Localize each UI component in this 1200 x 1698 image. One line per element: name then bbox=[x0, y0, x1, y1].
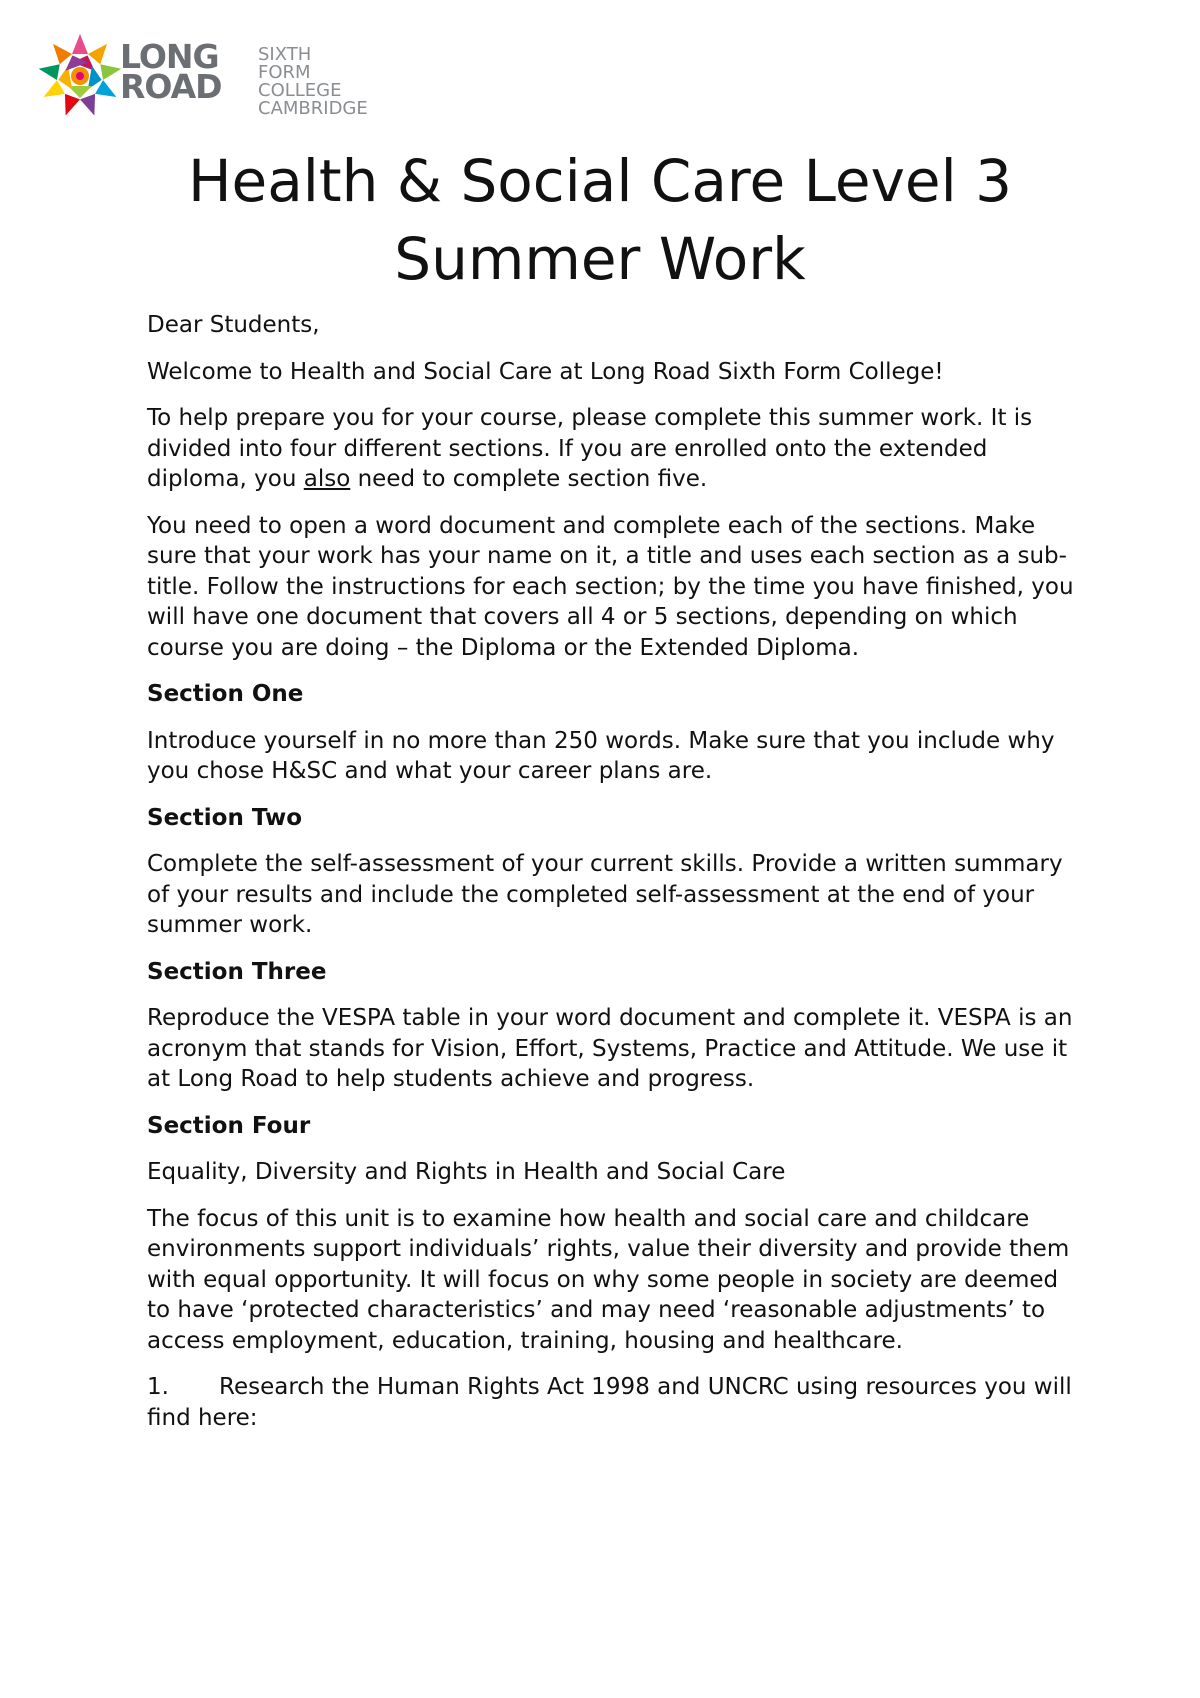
section-two-body: Complete the self-assessment of your current skills. Provide a written summary of your results and include the completed self-assessment at the end of your summer work. bbox=[147, 851, 1063, 938]
intro-paragraph: To help prepare you for your course, please complete this summer work. It is divided into four different sections. If you are enrolled onto the extended diploma, you also need to complete section five. bbox=[147, 405, 1033, 492]
welcome-text: Welcome to Health and Social Care at Long Road Sixth Form College! bbox=[147, 358, 944, 385]
section-three-heading: Section Three bbox=[147, 958, 327, 985]
college-logo bbox=[34, 30, 368, 122]
star-emblem-icon bbox=[34, 30, 126, 122]
document-body bbox=[147, 310, 1077, 1449]
logo-wordmark bbox=[120, 37, 222, 106]
instructions-paragraph: You need to open a word document and complete each of the sections. Make sure that your work has your name on it, a title and uses each section as a sub-title. Follow the instructions for each section; by the time you have finished, you will have one document that covers all 4 or 5 sections, depending on which course you are doing – the Diploma or the Extended Diploma. bbox=[147, 512, 1074, 661]
title-line-1: Health & Social Care Level 3 bbox=[187, 147, 1013, 215]
section-three-body: Reproduce the VESPA table in your word document and complete it. VESPA is an acronym that stands for Vision, Effort, Systems, Practice and Attitude. We use it at Long Road to help students achieve and progress. bbox=[147, 1005, 1073, 1092]
section-four-subtitle: Equality, Diversity and Rights in Health and Social Care bbox=[147, 1159, 786, 1185]
logo-sixth-form: SIXTH FORM bbox=[258, 44, 312, 83]
emphasis-also: also bbox=[303, 466, 351, 492]
document-title bbox=[100, 142, 1100, 298]
section-one-body: Introduce yourself in no more than 250 words. Make sure that you include why you chose H&SC and what your career plans are. bbox=[147, 727, 1055, 784]
greeting: Dear Students, bbox=[147, 312, 320, 338]
logo-cambridge: CAMBRIDGE bbox=[258, 98, 368, 119]
section-one-heading: Section One bbox=[147, 681, 304, 707]
logo-college: COLLEGE bbox=[258, 80, 342, 101]
logo-road: ROAD bbox=[120, 67, 222, 106]
logo-long: LONG bbox=[120, 37, 219, 76]
title-line-2: Summer Work bbox=[394, 225, 806, 293]
section-two-heading: Section Two bbox=[147, 804, 303, 831]
task-1-number: 1. bbox=[147, 1374, 169, 1400]
focus-paragraph: The focus of this unit is to examine how health and social care and childcare environments support individuals’ rights, value their diversity and provide them with equal opportunity. It will focus on why some people in society are deemed to have ‘protected characteristics’ and may need ‘reasonable adjustments’ to access employment, education, training, housing and healthcare. bbox=[147, 1205, 1070, 1354]
logo-subtitle bbox=[258, 46, 368, 118]
section-four-heading: Section Four bbox=[147, 1112, 311, 1139]
task-1 bbox=[147, 1372, 1077, 1433]
task-1-text: Research the Human Rights Act 1998 and UNCRC using resources you will find here: bbox=[147, 1374, 1072, 1431]
